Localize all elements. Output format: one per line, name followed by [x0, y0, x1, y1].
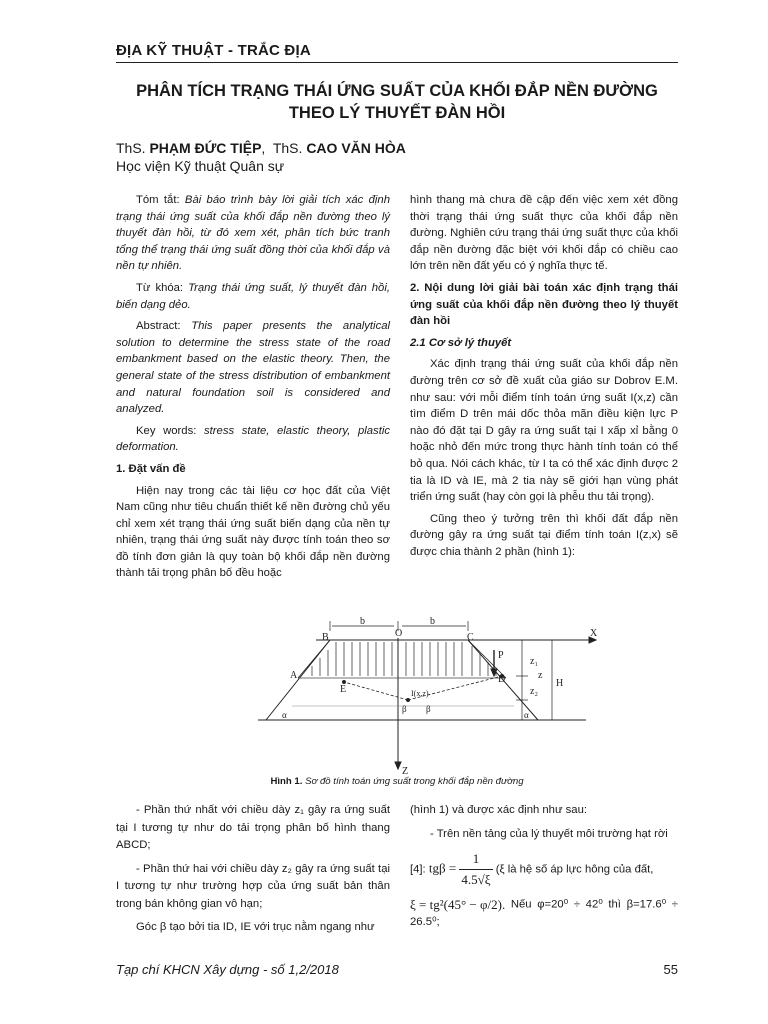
label-d-point: D: [498, 674, 506, 685]
journal-footer: Tạp chí KHCN Xây dựng - số 1,2/2018: [116, 962, 339, 977]
bottom-left-column: [116, 802, 390, 943]
section-2-paragraph-2: Cũng theo ý tưởng trên thì khối đất đắp nền đường gây ra ứng suất tại điểm tính toán I(z,x) sẽ được chia thành 2 phần (hình 1):: [410, 512, 678, 558]
label-c-point: C: [467, 632, 474, 643]
label-beta-1: β: [402, 704, 407, 714]
phi-range-note: Nếu φ=20⁰ ÷ 42⁰ thì β=17.6⁰ ÷: [510, 898, 679, 911]
label-alpha-1: α: [282, 710, 287, 720]
distributed-load: [298, 640, 506, 678]
label-a-point: A: [290, 670, 298, 681]
label-z2: z₂: [530, 686, 538, 697]
section-1-heading: 1. Đặt vấn đề: [116, 462, 186, 475]
title-line-1: PHÂN TÍCH TRẠNG THÁI ỨNG SUẤT CỦA KHỐI ĐẮP NỀN ĐƯỜNG: [136, 82, 658, 100]
section-1-paragraph: Hiện nay trong các tài liệu cơ học đất của Việt Nam cũng như tiêu chuẩn thiết kế nền đường chủ yếu chỉ xem xét trạng thái ứng suất biến dạng của nền tự nhiên, trạng thái ứng suất này được tính toán theo sơ đồ tính đơn giản là quy toàn bộ khối đắp nền đường thành tải trọng phân bố đều hoặc: [116, 484, 390, 580]
authors: ThS. PHẠM ĐỨC TIỆP, ThS. CAO VĂN HÒA: [116, 140, 406, 156]
formula-tg-beta: [429, 849, 493, 890]
author-name-1: PHẠM ĐỨC TIỆP: [149, 140, 262, 156]
header-rule: [116, 62, 678, 63]
part-one-text: - Phần thứ nhất với chiều dày z₁ gây ra ứng suất tại I tương tự như do tải trọng phân bố hình thang ABCD;: [116, 804, 390, 851]
label-b-point: B: [322, 632, 329, 643]
formula-line-2: [410, 896, 678, 932]
label-e-point: E: [340, 684, 347, 695]
label-p: P: [498, 650, 504, 661]
label-beta-2: β: [426, 704, 431, 714]
label-b2: b: [430, 616, 435, 627]
author-prefix-1: ThS.: [116, 140, 146, 156]
bottom-right-column: [410, 802, 678, 938]
formula-lhs: tgβ =: [428, 860, 457, 876]
label-alpha-2: α: [524, 710, 529, 720]
right-column: [410, 192, 678, 565]
fraction-denominator: 4.5√ξ: [461, 872, 491, 887]
abstract-en-text: This paper presents the analytical solution to determine the stress state of the road embankment based on the elastic theory. Then, the general state of the stress distribution of embankment and natural foundation soil is considered and analyzed.: [116, 320, 391, 416]
article-title: [116, 80, 678, 124]
section-1-paragraph-cont: hình thang mà chưa đề cập đến việc xem xét đồng thời trạng thái ứng suất thực của khối đắp nền đường. Nghiên cứu trạng thái ứng suất thực của khối đắp nền đường đặc biệt với khối đắp có chiều cao lớn trên nền đất yếu có ý nghĩa thực tế.: [410, 194, 678, 273]
abstract-vn-text: Bài báo trình bày lời giải tích xác định trạng thái ứng suất của khối đắp nền đường theo lý thuyết đàn hồi, từ đó xem xét, phân tích bức tranh tổng thể trạng thái ứng suất đồng thời của khối đắp và nền tự nhiên.: [116, 194, 390, 273]
xi-note: (ξ là hệ số áp lực hông của đất,: [495, 863, 654, 876]
beta-angle-text: Góc β tạo bởi tia ID, IE với trục nằm ngang như: [136, 921, 375, 933]
page-number: 55: [663, 962, 678, 977]
keywords-vn-text: Trạng thái ứng suất, lý thuyết đàn hồi, biến dạng dẻo.: [116, 281, 390, 311]
beta-range-tail: 26.5⁰;: [410, 916, 440, 929]
keywords-vn: [116, 280, 390, 313]
formula-xi: ξ = tg²(45° − φ/2).: [410, 897, 506, 912]
label-z-axis: Z: [402, 766, 409, 776]
keywords-vn-label: Từ khóa:: [136, 281, 184, 294]
figure-ref-text: (hình 1) và được xác định như sau:: [410, 804, 588, 816]
label-h: H: [556, 678, 564, 689]
section-header: ĐỊA KỸ THUẬT - TRẮC ĐỊA: [116, 42, 311, 59]
title-line-2: THEO LÝ THUYẾT ĐÀN HỒI: [288, 104, 506, 122]
abstract-vn: [116, 192, 390, 275]
label-x-axis: X: [590, 628, 598, 639]
label-i: I(x,z): [411, 689, 429, 698]
formula-line-1: [410, 849, 678, 890]
point-i: [406, 698, 410, 702]
granular-theory-text: - Trên nền tảng của lý thuyết môi trường hạt rời: [430, 827, 668, 840]
part-two-text: - Phần thứ hai với chiều dày z₂ gây ra ứng suất tại I tương tự như trường hợp của ứng suất bản thân trong bán không gian vô hạn;: [116, 862, 390, 910]
affiliation: Học viện Kỹ thuật Quân sự: [116, 158, 285, 174]
keywords-en: [116, 423, 390, 456]
label-o: O: [395, 628, 403, 639]
author-name-2: CAO VĂN HÒA: [306, 140, 406, 156]
reference-4: [4]:: [410, 863, 426, 876]
keywords-en-label: Key words:: [136, 424, 197, 437]
formula-fraction: [459, 849, 492, 890]
caption-text: Sơ đồ tính toán ứng suất trong khối đắp nền đường: [305, 776, 524, 787]
label-z: z: [538, 670, 543, 681]
abstract-en: [116, 318, 390, 418]
abstract-en-label: Abstract:: [136, 320, 181, 333]
z-axis-arrow: [395, 762, 401, 769]
author-prefix-2: ThS.: [272, 140, 303, 156]
section-2-heading: 2. Nội dung lời giải bài toán xác định trạng thái ứng suất của khối đắp nền đường theo lý thuyết đàn hồi: [410, 281, 678, 328]
section-2-paragraph-1: Xác định trạng thái ứng suất của khối đắp nền đường trên cơ sở đề xuất của giáo sư Dobrov E.M. như sau: với mỗi điểm tính toán ứng suất I(x,z) cần tìm điểm D trên mái dốc thỏa mãn điều kiện lực P nào đó đặt tại D gây ra ứng suất tại I xấp xỉ bằng 0 hoặc nhỏ đến mức trong thực hành tính toán có thể bỏ qua. Nói cách khác, từ I ta có thể xác định được 2 tia là ID và IE, mà 2 tia này sẽ giới hạn vùng phát triển ứng suất (hay còn gọi là phễu thu tải trọng).: [410, 358, 678, 504]
left-column: [116, 192, 390, 587]
label-b1: b: [360, 616, 365, 627]
fraction-numerator: 1: [459, 849, 492, 870]
figure-caption: [116, 776, 678, 787]
section-2-1-heading: 2.1 Cơ sở lý thuyết: [410, 336, 512, 349]
embankment-diagram: [256, 616, 606, 776]
caption-label: Hình 1.: [270, 776, 303, 787]
label-z1: z₁: [530, 656, 538, 667]
keywords-en-text: stress state, elastic theory, plastic deformation.: [116, 424, 390, 454]
abstract-vn-label: Tóm tắt:: [136, 194, 180, 206]
